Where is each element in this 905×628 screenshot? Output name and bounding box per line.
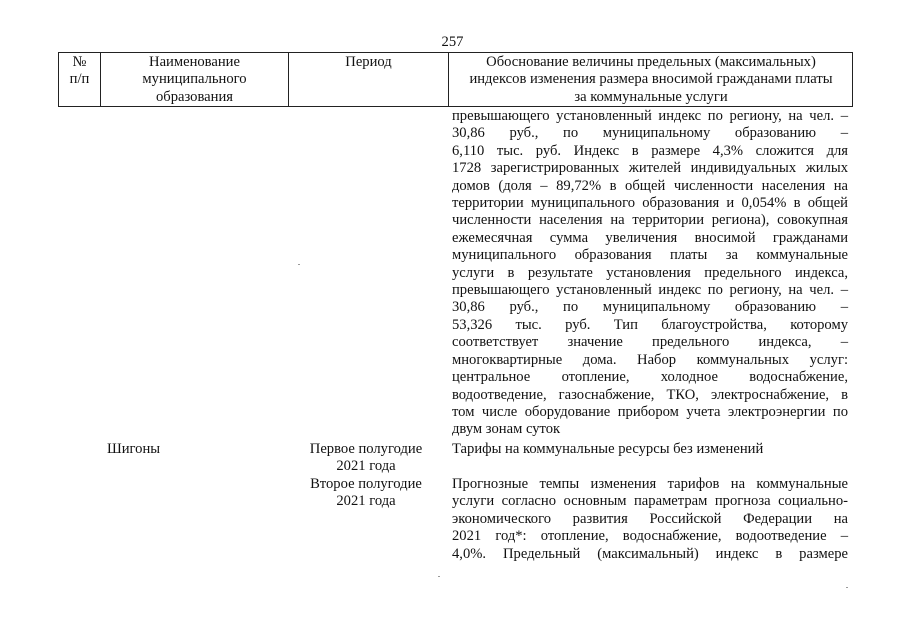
text-line: Прогнозные темпы изменения тарифов на коммунальные	[452, 476, 848, 492]
text-line: том числе оборудование прибором учета электроэнергии по	[452, 403, 848, 420]
header-period-column	[288, 53, 448, 106]
text-line: центральное отопление, холодное водоснабжение,	[452, 369, 848, 386]
header-text: Наименование	[149, 54, 240, 70]
header-text: Период	[345, 54, 392, 70]
municipality-name: Шигоны	[107, 441, 161, 457]
text-line: 2021 год*: отопление, водоснабжение, водоотведение –	[452, 528, 848, 545]
period-text: 2021 года	[336, 458, 396, 475]
text-line: услуги в результате установления предельного индекса,	[452, 264, 848, 281]
header-text: образования	[156, 88, 233, 105]
header-justification-column	[448, 53, 853, 106]
text-line: ежемесячная сумма увеличения вносимой гражданами	[452, 229, 848, 246]
continuation-paragraph	[452, 108, 848, 439]
text-line: превышающего установленный индекс по региону, на чел. –	[452, 282, 848, 299]
text-line: многоквартирные дома. Набор коммунальных услуг:	[452, 351, 848, 368]
text-line: численности населения на территории региона), совокупная	[452, 212, 848, 229]
text-line: территории муниципального образования и 0,054% в общей	[452, 195, 848, 212]
text-line: превышающего установленный индекс по региону, на чел. –	[452, 108, 848, 124]
text-line: соответствует значение предельного индекса, –	[452, 334, 848, 351]
scan-speck	[846, 587, 848, 588]
text-line: домов (доля – 89,72% в общей численности населения на	[452, 177, 848, 194]
text-line: услуги согласно основным параметрам прогноза социально-	[452, 493, 848, 510]
header-text: Обоснование величины предельных (максимальных)	[486, 54, 816, 70]
period-text: 2021 года	[336, 493, 396, 510]
period-second-half	[300, 476, 432, 511]
text-line: двум зонам суток	[452, 421, 561, 438]
header-text: за коммунальные услуги	[574, 88, 728, 105]
header-text: индексов изменения размера вносимой гражданами платы	[469, 71, 833, 88]
header-municipality-column	[100, 53, 288, 106]
text-line: 30,86 руб., по муниципальному образованию –	[452, 125, 848, 142]
header-number-column	[59, 53, 100, 106]
tariff-note: Тарифы на коммунальные ресурсы без изменений	[452, 441, 764, 457]
scan-speck	[438, 576, 440, 577]
text-line: муниципального образования платы за коммунальные	[452, 247, 848, 264]
period-text: Первое полугодие	[309, 441, 423, 457]
text-line: водоотведение, газоснабжение, ТКО, электроснабжение, в	[452, 386, 848, 403]
page-number: 257	[441, 34, 464, 50]
text-line: 6,110 тыс. руб. Индекс в размере 4,3% сложится для	[452, 142, 848, 159]
text-line: 4,0%. Предельный (максимальный) индекс в размере	[452, 545, 848, 562]
period-first-half	[300, 441, 432, 476]
header-text: №	[72, 54, 87, 70]
header-text: муниципального	[142, 71, 247, 88]
text-line: экономического развития Российской Федерации на	[452, 510, 848, 527]
forecast-paragraph	[452, 476, 848, 563]
text-line: 1728 зарегистрированных жителей индивидуальных жилых	[452, 160, 848, 177]
header-text: п/п	[69, 71, 90, 88]
text-line: 30,86 руб., по муниципальному образованию –	[452, 299, 848, 316]
period-text: Второе полугодие	[310, 476, 422, 492]
scan-speck	[298, 264, 300, 265]
text-line: 53,326 тыс. руб. Тип благоустройства, которому	[452, 316, 848, 333]
table-header	[58, 52, 853, 107]
